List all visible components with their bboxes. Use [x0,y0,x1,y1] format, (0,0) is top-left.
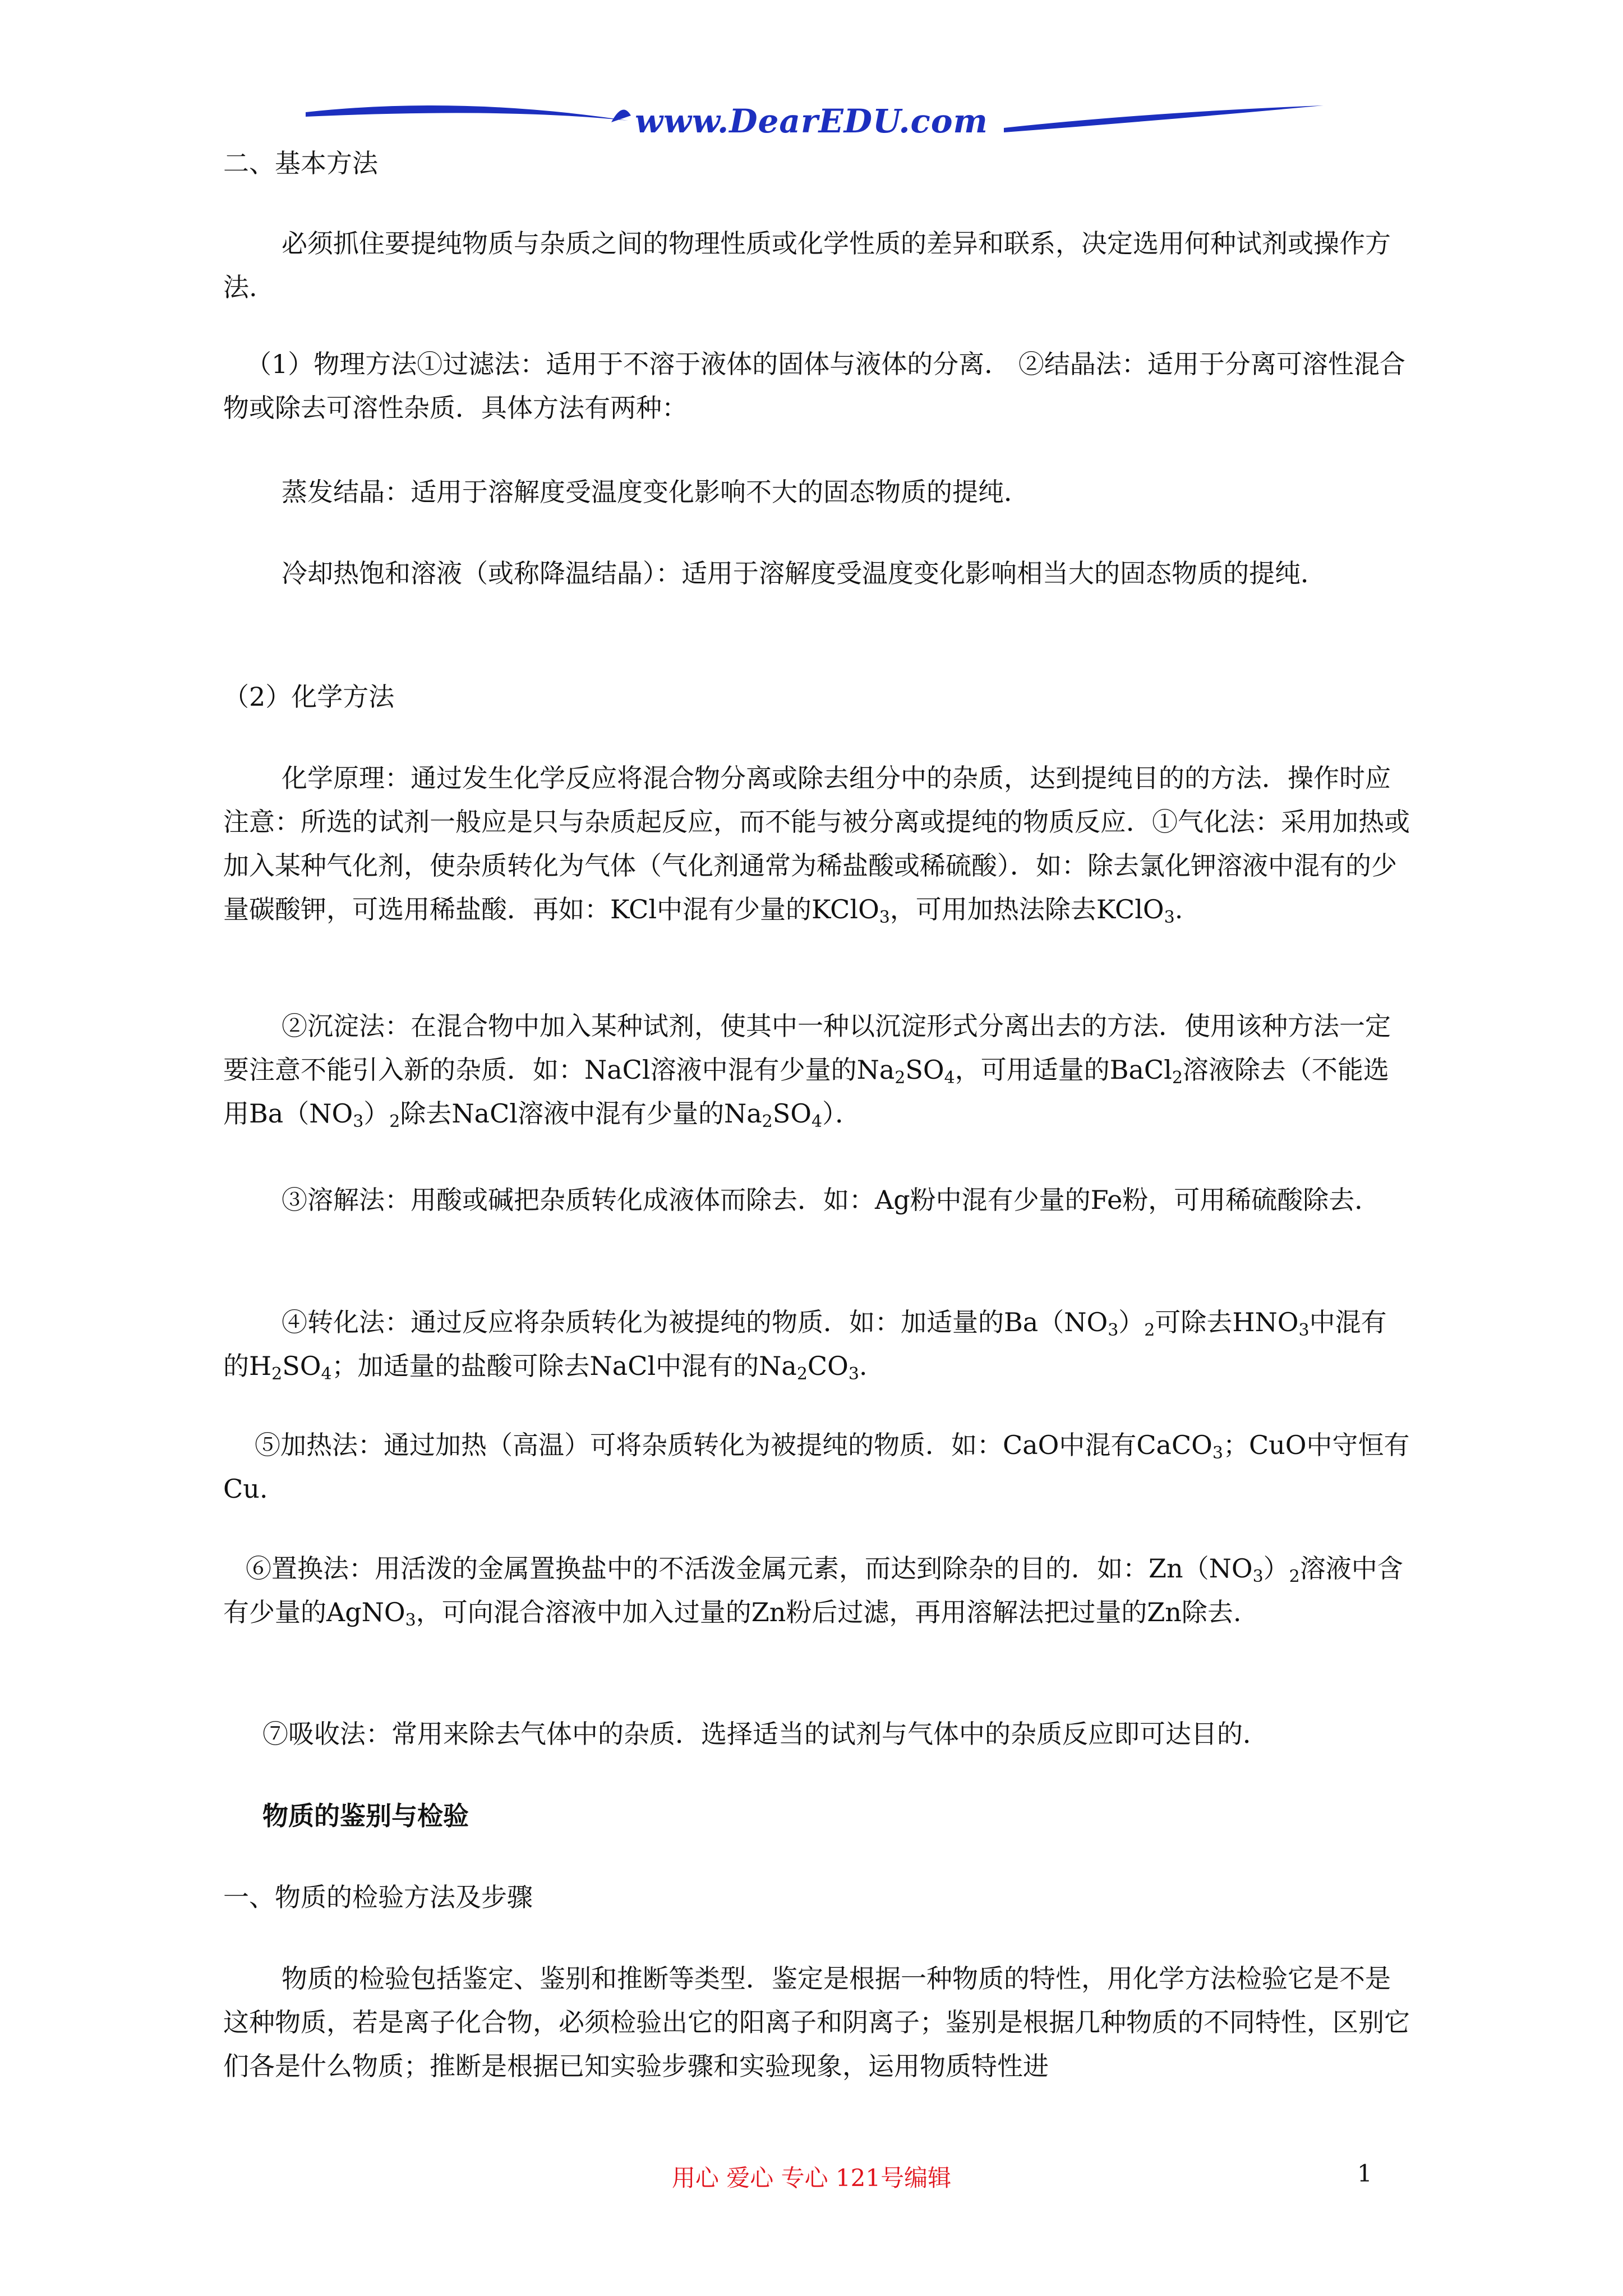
heading-detection-methods: 一、物质的检验方法及步骤 [223,1882,533,1912]
paragraph-dissolution: ③溶解法：用酸或碱把杂质转化成液体而除去．如：Ag粉中混有少量的Fe粉，可用稀硫酸除去． [282,1185,1381,1215]
paragraph-cooling: 冷却热饱和溶液（或称降温结晶）：适用于溶解度受温度变化影响相当大的固态物质的提纯． [282,558,1326,588]
footer-editor-note: 用心 爱心 专心 121号编辑 [671,2164,952,2192]
paragraph-intro: 必须抓住要提纯物质与杂质之间的物理性质或化学性质的差异和联系，决定选用何种试剂或操作方法. [223,228,1391,302]
paragraph-precipitation: ②沉淀法：在混合物中加入某种试剂，使其中一种以沉淀形式分离出去的方法．使用该种方法一定要注意不能引入新的杂质．如：NaCl溶液中混有少量的$Na_2SO_4$，可用适量的BaCl$_2$溶液除去（不能选用$Ba(NO_3)_2$除去NaCl溶液中混有少量的$Na_2SO_4$）． [223,1011,1391,1131]
paragraph-detection: 物质的检验包括鉴定、鉴别和推断等类型．鉴定是根据一种物质的特性，用化学方法检验它是不是这种物质，若是离子化合物，必须检验出它的阳离子和阴离子；鉴别是根据几种物质的不同特性，区别它们各是什么物质；推断是根据已知实验步骤和实验现象，运用物质特性进 [223,1963,1410,2081]
paragraph-conversion: ④转化法：通过反应将杂质转化为被提纯的物质．如：加适量的$Ba(NO_3)_2$可除去$HNO_3$中混有的$H_2SO_4$；加适量的盐酸可除去NaCl中混有的$Na_2CO_3$. [223,1307,1387,1384]
site-title: www.DearEDU.com [635,102,988,140]
paragraph-evaporation: 蒸发结晶：适用于溶解度受温度变化影响不大的固态物质的提纯． [282,477,1030,507]
heading-basic-methods: 二、基本方法 [223,148,378,178]
paragraph-heating: ⑤加热法：通过加热（高温）可将杂质转化为被提纯的物质．如：CaO中混有CaCO$_3$；CuO中守恒有Cu. [223,1430,1410,1504]
paragraph-gas-method: 化学原理：通过发生化学反应将混合物分离或除去组分中的杂质，达到提纯目的的方法．操作时应注意：所选的试剂一般应是只与杂质起反应，而不能与被分离或提纯的物质反应．①气化法：采用加热或加入某种气化剂，使杂质转化为气体（气化剂通常为稀盐酸或稀硫酸）．如：除去氯化钾溶液中混有的少量碳酸钾，可选用稀盐酸．再如：KCl中混有少量的KClO$_3$，可用加热法除去KClO$_3$. [223,763,1410,927]
section-title-identification: 物质的鉴别与检验 [262,1801,469,1831]
paragraph-physical-methods: （1）物理方法①过滤法：适用于不溶于液体的固体与液体的分离． ②结晶法：适用于分离可溶性混合物或除去可溶性杂质．具体方法有两种： [223,349,1405,423]
page-number: 1 [1357,2160,1372,2187]
page-footer [0,2160,1623,2205]
heading-chemical-methods: （2）化学方法 [223,682,395,712]
paragraph-absorption: ⑦吸收法：常用来除去气体中的杂质．选择适当的试剂与气体中的杂质反应即可达目的． [262,1719,1269,1749]
paragraph-displacement: ⑥置换法：用活泼的金属置换盐中的不活泼金属元素，而达到除杂的目的．如：$Zn(NO_3)_2$溶液中含有少量的AgNO$_3$，可向混合溶液中加入过量的Zn粉后过滤，再用溶解法把过量的Zn除去. [223,1553,1403,1630]
